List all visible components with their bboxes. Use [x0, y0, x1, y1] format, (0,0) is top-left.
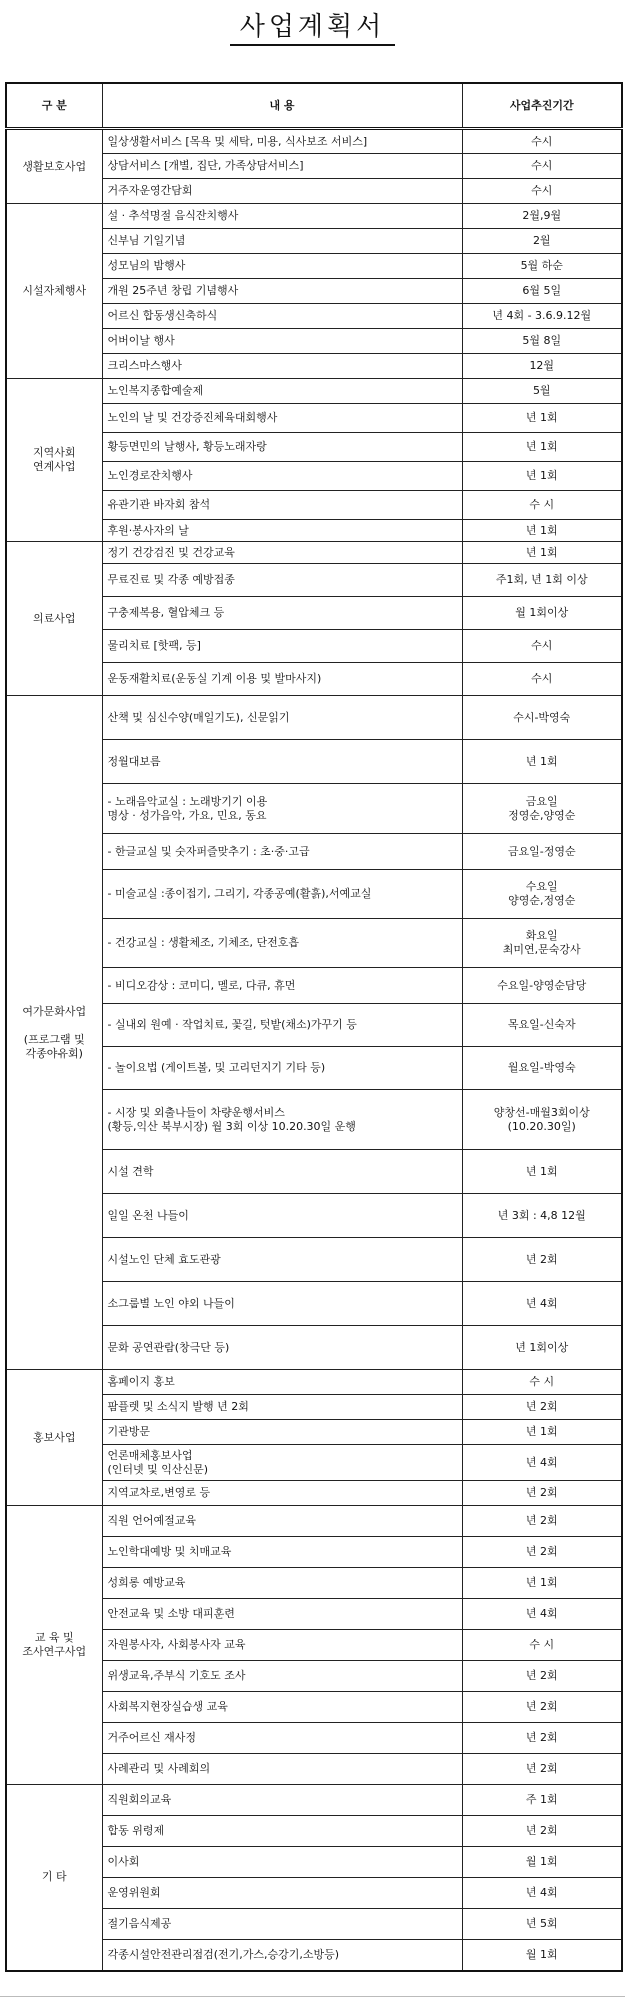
content-cell: 문화 공연관람(창극단 등): [102, 1326, 462, 1370]
content-cell: 정기 건강검진 및 건강교육: [102, 542, 462, 564]
header-period: 사업추진기간: [462, 83, 622, 129]
period-cell: 수요일 양영순,정영순: [462, 870, 622, 919]
period-cell: 수 시: [462, 491, 622, 520]
content-cell: 어르신 합동생신축하식: [102, 304, 462, 329]
table-header-row: [6, 83, 622, 129]
content-cell: 직원회의교육: [102, 1785, 462, 1816]
period-cell: 년 1회: [462, 542, 622, 564]
period-cell: 금요일 정영순,양영순: [462, 784, 622, 834]
category-cell: 시설자체행사: [6, 204, 102, 379]
content-cell: 설 · 추석명절 음식잔치행사: [102, 204, 462, 229]
content-cell: - 실내외 원예 · 작업치료, 꽃길, 텃밭(채소)가꾸기 등: [102, 1004, 462, 1047]
table-row: [6, 379, 622, 404]
period-cell: 목요일-신숙자: [462, 1004, 622, 1047]
period-cell: 월 1회이상: [462, 597, 622, 630]
content-cell: 무료진료 및 각종 예방접종: [102, 564, 462, 597]
content-cell: 위생교육,주부식 기호도 조사: [102, 1661, 462, 1692]
period-cell: 12월: [462, 354, 622, 379]
document-title: 사업계획서: [230, 6, 396, 46]
content-cell: 안전교육 및 소방 대피훈련: [102, 1599, 462, 1630]
period-cell: 년 2회: [462, 1238, 622, 1282]
content-cell: 노인의 날 및 건강증진체육대회행사: [102, 404, 462, 433]
category-cell: 교 육 및 조사연구사업: [6, 1506, 102, 1785]
period-cell: 수 시: [462, 1630, 622, 1661]
content-cell: - 건강교실 : 생활체조, 기체조, 단전호흡: [102, 919, 462, 968]
content-cell: 거주자운영간담회: [102, 179, 462, 204]
content-cell: - 미술교실 :종이접기, 그리기, 각종공예(활흙),서예교실: [102, 870, 462, 919]
content-cell: 물리치료 [핫팩, 등]: [102, 630, 462, 663]
content-cell: 어버이날 행사: [102, 329, 462, 354]
table-row: [6, 1506, 622, 1537]
header-content: 내 용: [102, 83, 462, 129]
period-cell: 년 2회: [462, 1816, 622, 1847]
content-cell: - 놀이요법 (게이트볼, 및 고리던지기 기타 등): [102, 1047, 462, 1090]
period-cell: 5월: [462, 379, 622, 404]
period-cell: 수시: [462, 663, 622, 696]
period-cell: 5월 하순: [462, 254, 622, 279]
bottom-rule: [0, 1996, 625, 1997]
content-cell: 산책 및 심신수양(매일기도), 신문읽기: [102, 696, 462, 740]
content-cell: 지역교차로,변영로 등: [102, 1481, 462, 1506]
content-cell: 자원봉사자, 사회봉사자 교육: [102, 1630, 462, 1661]
period-cell: 년 2회: [462, 1661, 622, 1692]
content-cell: 거주어르신 재사정: [102, 1723, 462, 1754]
period-cell: 금요일-정영순: [462, 834, 622, 870]
content-cell: 후원·봉사자의 날: [102, 520, 462, 542]
content-cell: 노인복지종합예술제: [102, 379, 462, 404]
period-cell: 수 시: [462, 1370, 622, 1395]
period-cell: 주1회, 년 1회 이상: [462, 564, 622, 597]
period-cell: 월요일-박영숙: [462, 1047, 622, 1090]
content-cell: - 시장 및 외출나들이 차량운행서비스 (황등,익산 북부시장) 월 3회 이상 10.20.30일 운행: [102, 1090, 462, 1150]
content-cell: 기관방문: [102, 1420, 462, 1445]
table-row: [6, 1785, 622, 1816]
content-cell: 소그룹별 노인 야외 나들이: [102, 1282, 462, 1326]
content-cell: 황등면민의 날행사, 황등노래자랑: [102, 433, 462, 462]
business-plan-table: [5, 82, 623, 1972]
period-cell: 년 1회: [462, 433, 622, 462]
period-cell: 년 2회: [462, 1754, 622, 1785]
table-body: [6, 129, 622, 1971]
content-cell: 일상생활서비스 [목욕 및 세탁, 미용, 식사보조 서비스]: [102, 129, 462, 154]
content-cell: - 노래음악교실 : 노래방기기 이용 명상 · 성가음악, 가요, 민요, 동요: [102, 784, 462, 834]
period-cell: 주 1회: [462, 1785, 622, 1816]
period-cell: 6월 5일: [462, 279, 622, 304]
period-cell: 양창선-매월3회이상 (10.20.30일): [462, 1090, 622, 1150]
content-cell: 사례관리 및 사례회의: [102, 1754, 462, 1785]
table-row: [6, 696, 622, 740]
content-cell: 이사회: [102, 1847, 462, 1878]
content-cell: 사회복지현장실습생 교육: [102, 1692, 462, 1723]
period-cell: 수시: [462, 630, 622, 663]
period-cell: 년 1회: [462, 1568, 622, 1599]
period-cell: 년 1회: [462, 520, 622, 542]
period-cell: 5월 8일: [462, 329, 622, 354]
content-cell: 성모님의 밤행사: [102, 254, 462, 279]
content-cell: 시설노인 단체 효도관광: [102, 1238, 462, 1282]
content-cell: 구충제복용, 혈압체크 등: [102, 597, 462, 630]
period-cell: 년 2회: [462, 1537, 622, 1568]
period-cell: 년 2회: [462, 1481, 622, 1506]
content-cell: 각종시설안전관리점검(전기,가스,승강기,소방등): [102, 1940, 462, 1971]
period-cell: 년 1회: [462, 1420, 622, 1445]
content-cell: 언론매체홍보사업 (인터넷 및 익산신문): [102, 1445, 462, 1481]
content-cell: 유관기관 바자회 참석: [102, 491, 462, 520]
period-cell: 월 1회: [462, 1847, 622, 1878]
content-cell: - 비디오감상 : 코미디, 멜로, 다큐, 휴먼: [102, 968, 462, 1004]
period-cell: 년 4회: [462, 1282, 622, 1326]
period-cell: 수시: [462, 129, 622, 154]
period-cell: 년 2회: [462, 1723, 622, 1754]
category-cell: 의료사업: [6, 542, 102, 696]
content-cell: 크리스마스행사: [102, 354, 462, 379]
content-cell: 노인경로잔치행사: [102, 462, 462, 491]
period-cell: 년 1회: [462, 462, 622, 491]
content-cell: 절기음식제공: [102, 1909, 462, 1940]
period-cell: 년 1회: [462, 404, 622, 433]
category-cell: 생활보호사업: [6, 129, 102, 204]
period-cell: 년 4회: [462, 1599, 622, 1630]
table-row: [6, 129, 622, 154]
period-cell: 2월,9월: [462, 204, 622, 229]
period-cell: 화요일 최미연,문숙강사: [462, 919, 622, 968]
category-cell: 홍보사업: [6, 1370, 102, 1506]
content-cell: 홈페이지 홍보: [102, 1370, 462, 1395]
period-cell: 년 2회: [462, 1506, 622, 1537]
period-cell: 수시: [462, 179, 622, 204]
period-cell: 년 2회: [462, 1692, 622, 1723]
table-row: [6, 204, 622, 229]
content-cell: 개원 25주년 창립 기념행사: [102, 279, 462, 304]
period-cell: 월 1회: [462, 1940, 622, 1971]
period-cell: 수요일-양영순담당: [462, 968, 622, 1004]
content-cell: 팜플렛 및 소식지 발행 년 2회: [102, 1395, 462, 1420]
period-cell: 년 5회: [462, 1909, 622, 1940]
period-cell: 년 3회 : 4,8 12월: [462, 1194, 622, 1238]
content-cell: 합동 위령제: [102, 1816, 462, 1847]
period-cell: 수시: [462, 154, 622, 179]
content-cell: 운동재활치료(운동실 기계 이용 및 발마사지): [102, 663, 462, 696]
header-category: 구 분: [6, 83, 102, 129]
category-cell: 지역사회 연계사업: [6, 379, 102, 542]
content-cell: 일일 온천 나들이: [102, 1194, 462, 1238]
content-cell: 성희롱 예방교육: [102, 1568, 462, 1599]
period-cell: 년 2회: [462, 1395, 622, 1420]
period-cell: 년 4회: [462, 1445, 622, 1481]
category-cell: 기 타: [6, 1785, 102, 1971]
period-cell: 년 4회 - 3.6.9.12월: [462, 304, 622, 329]
table-row: [6, 542, 622, 564]
category-cell: 여가문화사업 (프로그램 및 각종야유회): [6, 696, 102, 1370]
document-title-wrap: [0, 6, 625, 46]
table-row: [6, 1370, 622, 1395]
period-cell: 수시-박영숙: [462, 696, 622, 740]
content-cell: - 한글교실 및 숫자퍼즐맞추기 : 초·중·고급: [102, 834, 462, 870]
content-cell: 노인학대예방 및 치매교육: [102, 1537, 462, 1568]
content-cell: 신부님 기일기념: [102, 229, 462, 254]
content-cell: 시설 견학: [102, 1150, 462, 1194]
content-cell: 직원 언어예절교육: [102, 1506, 462, 1537]
content-cell: 운영위원회: [102, 1878, 462, 1909]
content-cell: 상담서비스 [개별, 집단, 가족상담서비스]: [102, 154, 462, 179]
period-cell: 년 1회: [462, 740, 622, 784]
content-cell: 정월대보름: [102, 740, 462, 784]
period-cell: 년 1회: [462, 1150, 622, 1194]
period-cell: 년 1회이상: [462, 1326, 622, 1370]
period-cell: 2월: [462, 229, 622, 254]
period-cell: 년 4회: [462, 1878, 622, 1909]
